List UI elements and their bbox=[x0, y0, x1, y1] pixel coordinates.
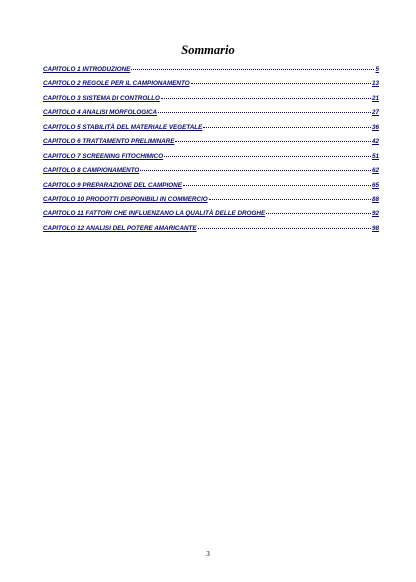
toc-entry-label[interactable]: CAPITOLO 12 ANALISI DEL POTERE AMARICANTE bbox=[43, 224, 197, 232]
toc-leader-dots bbox=[161, 98, 371, 99]
toc-entry[interactable] bbox=[43, 167, 379, 181]
toc-entry[interactable] bbox=[43, 210, 379, 224]
toc-entry-page[interactable]: 62 bbox=[371, 167, 379, 175]
toc-entry[interactable] bbox=[43, 225, 379, 239]
toc-entry-page[interactable]: 51 bbox=[371, 152, 379, 160]
toc-entry[interactable] bbox=[43, 138, 379, 152]
toc-leader-dots bbox=[140, 170, 371, 171]
toc-entry-page[interactable]: 92 bbox=[371, 210, 379, 218]
page-title: Sommario bbox=[181, 43, 235, 57]
toc-entry[interactable] bbox=[43, 182, 379, 196]
toc-entry-label[interactable]: CAPITOLO 7 SCREENING FITOCHIMICO bbox=[43, 152, 164, 160]
toc-entry[interactable] bbox=[43, 80, 379, 94]
toc-entry-label[interactable]: CAPITOLO 4 ANALISI MORFOLOGICA bbox=[43, 109, 158, 117]
toc-leader-dots bbox=[198, 228, 371, 229]
toc-entry-label[interactable]: CAPITOLO 2 REGOLE PER IL CAMPIONAMENTO bbox=[43, 80, 190, 88]
toc-entry-page[interactable]: 13 bbox=[371, 80, 379, 88]
toc-leader-dots bbox=[209, 199, 371, 200]
toc-leader-dots bbox=[131, 69, 374, 70]
toc-entry[interactable] bbox=[43, 153, 379, 167]
toc-leader-dots bbox=[203, 127, 371, 128]
toc-entry-page[interactable]: 5 bbox=[375, 66, 379, 73]
toc-entry-page[interactable]: 42 bbox=[371, 138, 379, 146]
toc-entry[interactable] bbox=[43, 95, 379, 109]
toc-entry-label[interactable]: CAPITOLO 6 TRATTAMENTO PRELIMINARE bbox=[43, 138, 175, 146]
toc-entry[interactable] bbox=[43, 124, 379, 138]
toc-entry-page[interactable]: 36 bbox=[371, 123, 379, 131]
toc-entry[interactable] bbox=[43, 109, 379, 123]
toc-entry-label[interactable]: CAPITOLO 9 PREPARAZIONE DEL CAMPIONE bbox=[43, 181, 182, 189]
toc-entry-label[interactable]: CAPITOLO 1 INTRODUZIONE bbox=[43, 66, 131, 73]
toc-leader-dots bbox=[158, 112, 371, 113]
toc-leader-dots bbox=[183, 185, 371, 186]
toc-entry-label[interactable]: CAPITOLO 3 SISTEMA DI CONTROLLO bbox=[43, 94, 160, 102]
table-of-contents bbox=[43, 66, 379, 239]
toc-leader-dots bbox=[191, 83, 371, 84]
page-number: 3 bbox=[206, 549, 210, 558]
toc-entry-page[interactable]: 27 bbox=[371, 109, 379, 117]
toc-entry-page[interactable]: 88 bbox=[371, 195, 379, 203]
toc-leader-dots bbox=[175, 141, 371, 142]
toc-entry-label[interactable]: CAPITOLO 5 STABILITÀ DEL MATERIALE VEGETALE bbox=[43, 123, 203, 131]
toc-entry[interactable] bbox=[43, 66, 379, 80]
toc-leader-dots bbox=[164, 156, 371, 157]
toc-leader-dots bbox=[266, 213, 371, 214]
toc-entry-label[interactable]: CAPITOLO 10 PRODOTTI DISPONIBILI IN COMMERCIO bbox=[43, 195, 208, 203]
toc-entry-page[interactable]: 65 bbox=[371, 181, 379, 189]
toc-entry-page[interactable]: 21 bbox=[371, 94, 379, 102]
toc-entry-label[interactable]: CAPITOLO 11 FATTORI CHE INFLUENZANO LA QUALITÀ DELLE DROGHE bbox=[43, 210, 266, 218]
toc-entry-page[interactable]: 98 bbox=[371, 224, 379, 232]
toc-entry-label[interactable]: CAPITOLO 8 CAMPIONAMENTO bbox=[43, 167, 140, 175]
toc-entry[interactable] bbox=[43, 196, 379, 210]
